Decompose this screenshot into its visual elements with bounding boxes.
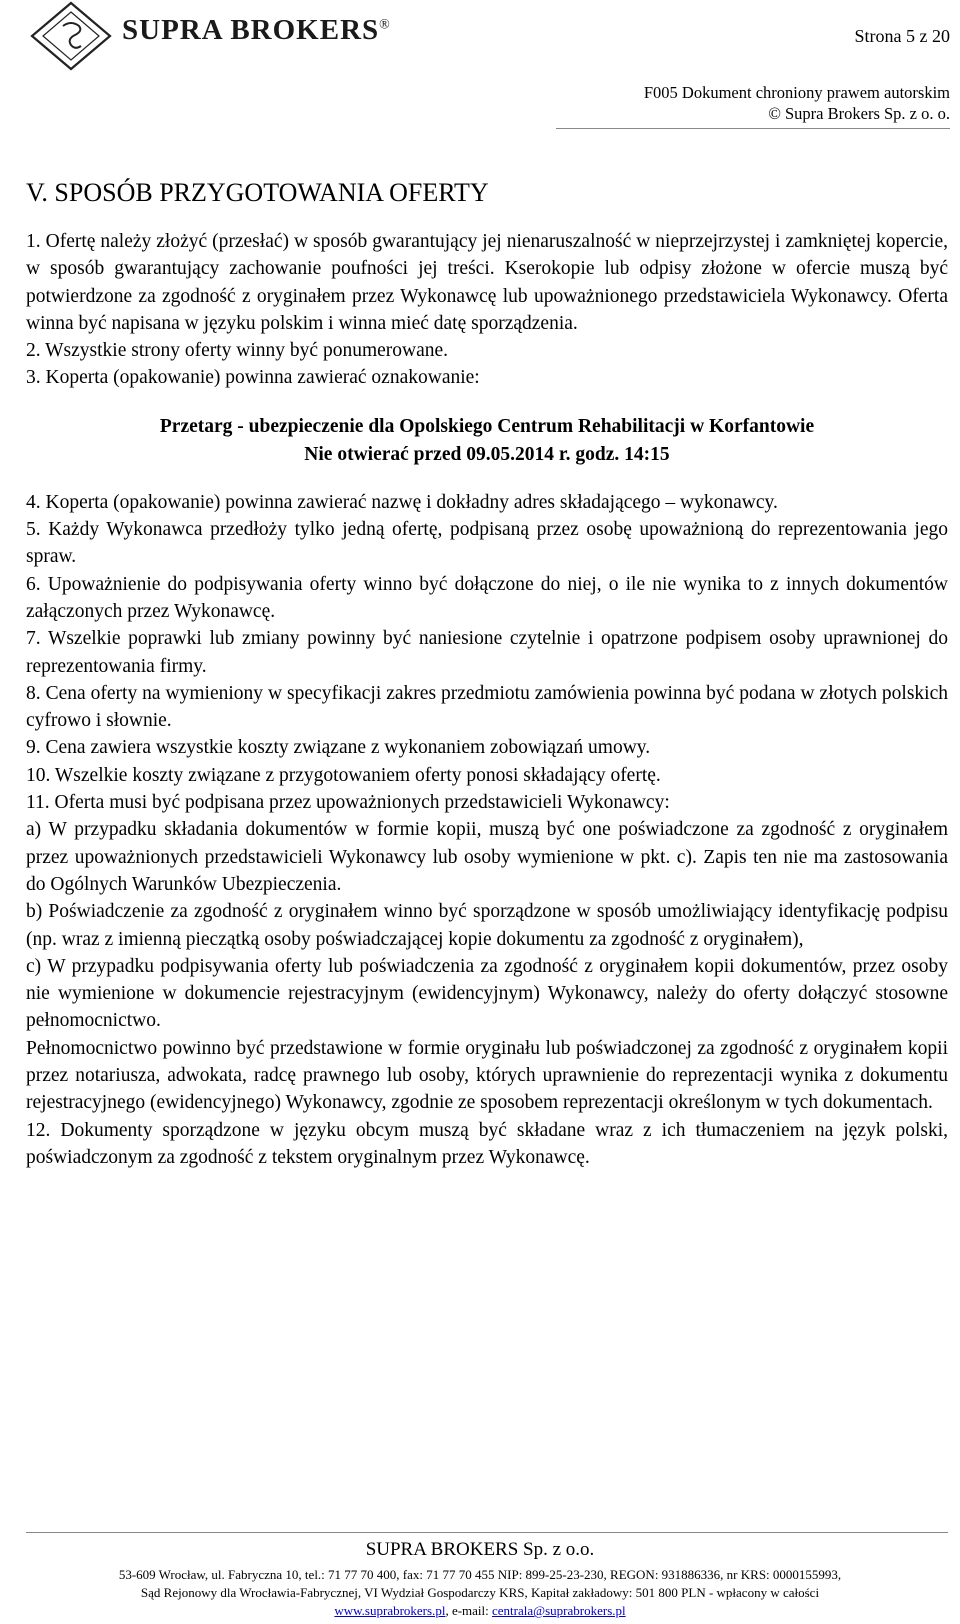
paragraph-5: 5. Każdy Wykonawca przedłoży tylko jedną ofertę, podpisaną przez osobę upoważnioną do reprezentowania jego spraw. bbox=[26, 519, 948, 568]
envelope-marking bbox=[26, 413, 948, 469]
paragraph-12: 12. Dokumenty sporządzone w języku obcym muszą być składane wraz z ich tłumaczeniem na język polski, poświadczonym za zgodność z tekstem oryginalnym przez Wykonawcę. bbox=[26, 1119, 948, 1168]
document-body bbox=[26, 228, 948, 1171]
paragraph-6: 6. Upoważnienie do podpisywania oferty winno być dołączone do niej, o ile nie wynika to z innych dokumentów załączonych przez Wykonawcę. bbox=[26, 573, 948, 622]
paragraph-11c: c) W przypadku podpisywania oferty lub poświadczenia za zgodność z oryginałem kopii dokumentów, przez osoby nie wymienione w dokumencie rejestracyjnym (ewidencyjnym) Wykonawcy, należy do oferty dołączyć stosowne pełnomocnictwo. bbox=[26, 955, 948, 1032]
paragraph-4: 4. Koperta (opakowanie) powinna zawierać nazwę i dokładny adres składającego – wykonawcy. bbox=[26, 491, 778, 513]
page-number: Strona 5 z 20 bbox=[854, 26, 950, 46]
envelope-marking-line1: Przetarg - ubezpieczenie dla Opolskiego Centrum Rehabilitacji w Korfantowie bbox=[159, 415, 815, 437]
header-note-line1: F005 Dokument chroniony prawem autorskim bbox=[643, 83, 950, 102]
paragraph-9: 9. Cena zawiera wszystkie koszty związane z wykonaniem zobowiązań umowy. bbox=[26, 737, 651, 759]
footer-address-line: 53-609 Wrocław, ul. Fabryczna 10, tel.: 71 77 70 400, fax: 71 77 70 455 NIP: 899-25-23-230, REGON: 931886336, nr KRS: 0000155993, bbox=[118, 1567, 842, 1582]
footer-email-link[interactable]: centrala@suprabrokers.pl bbox=[492, 1603, 626, 1618]
paragraph-11: 11. Oferta musi być podpisana przez upoważnionych przedstawicieli Wykonawcy: bbox=[26, 792, 670, 814]
header-copyright-note bbox=[644, 82, 950, 124]
company-logo bbox=[26, 0, 466, 72]
paragraph-8: 8. Cena oferty na wymieniony w specyfikacji zakres przedmiotu zamówienia powinna być podana w złotych polskich cyfrowo i słownie. bbox=[26, 682, 948, 732]
paragraph-2: 2. Wszystkie strony oferty winny być ponumerowane. bbox=[26, 340, 449, 362]
footer-divider bbox=[26, 1532, 948, 1533]
paragraph-11a: a) W przypadku składania dokumentów w formie kopii, muszą być one poświadczone za zgodność z oryginałem przez upoważnionych przedstawicieli Wykonawcy lub osoby wymienione w pkt. c). Zapis ten nie ma zastosowania do Ogólnych Warunków Ubezpieczenia. bbox=[26, 819, 948, 895]
header-note-line2: © Supra Brokers Sp. z o. o. bbox=[768, 104, 950, 123]
paragraph-power-of-attorney: Pełnomocnictwo powinno być przedstawione w formie oryginału lub poświadczonej za zgodność z oryginałem kopii przez notariusza, adwokata, radcę prawnego lub osoby, których uprawnienie do reprezentacji wynika z dokumentu rejestracyjnego (ewidencyjnego) Wykonawcy, zgodnie ze sposobem reprezentacji określonym w tych dokumentach. bbox=[26, 1037, 948, 1114]
paragraph-7: 7. Wszelkie poprawki lub zmiany powinny być naniesione czytelnie i opatrzone podpisem osoby uprawnionej do reprezentowania firmy. bbox=[26, 628, 948, 677]
paragraph-1: 1. Ofertę należy złożyć (przesłać) w sposób gwarantujący jej nienaruszalność w nieprzejrzystej i zamkniętej kopercie, w sposób gwarantujący zachowanie poufności jej treści. Kserokopie lub odpisy złożone w ofercie muszą być potwierdzone za zgodność z oryginałem przez Wykonawcę lub upoważnionego przedstawiciela Wykonawcy. Oferta winna być napisana w języku polskim i winna mieć datę sporządzenia. bbox=[26, 231, 948, 334]
footer-email-label: , e-mail: bbox=[445, 1603, 493, 1618]
footer-contact-line bbox=[0, 1603, 960, 1619]
section-title: V. SPOSÓB PRZYGOTOWANIA OFERTY bbox=[26, 178, 489, 207]
diamond-logo-icon bbox=[26, 0, 116, 72]
footer-company-name: SUPRA BROKERS Sp. z o.o. bbox=[365, 1539, 595, 1560]
paragraph-10: 10. Wszelkie koszty związane z przygotowaniem oferty ponosi składający ofertę. bbox=[26, 764, 661, 786]
header-divider bbox=[556, 128, 950, 129]
logo-wordmark: SUPRA BROKERS® bbox=[122, 14, 391, 46]
paragraph-3: 3. Koperta (opakowanie) powinna zawierać oznakowanie: bbox=[26, 367, 480, 389]
footer-website-link[interactable]: www.suprabrokers.pl bbox=[334, 1603, 446, 1618]
paragraph-11b: b) Poświadczenie za zgodność z oryginałem winno być sporządzone w sposób umożliwiający identyfikację podpisu (np. wraz z imienną pieczątką osoby poświadczającej kopie dokumentu za zgodność z oryginałem), bbox=[26, 901, 948, 950]
footer-registry-line: Sąd Rejonowy dla Wrocławia-Fabrycznej, VI Wydział Gospodarczy KRS, Kapitał zakładowy: 501 800 PLN - wpłacony w całości bbox=[140, 1585, 820, 1600]
envelope-marking-line2: Nie otwierać przed 09.05.2014 r. godz. 14:15 bbox=[304, 443, 670, 465]
